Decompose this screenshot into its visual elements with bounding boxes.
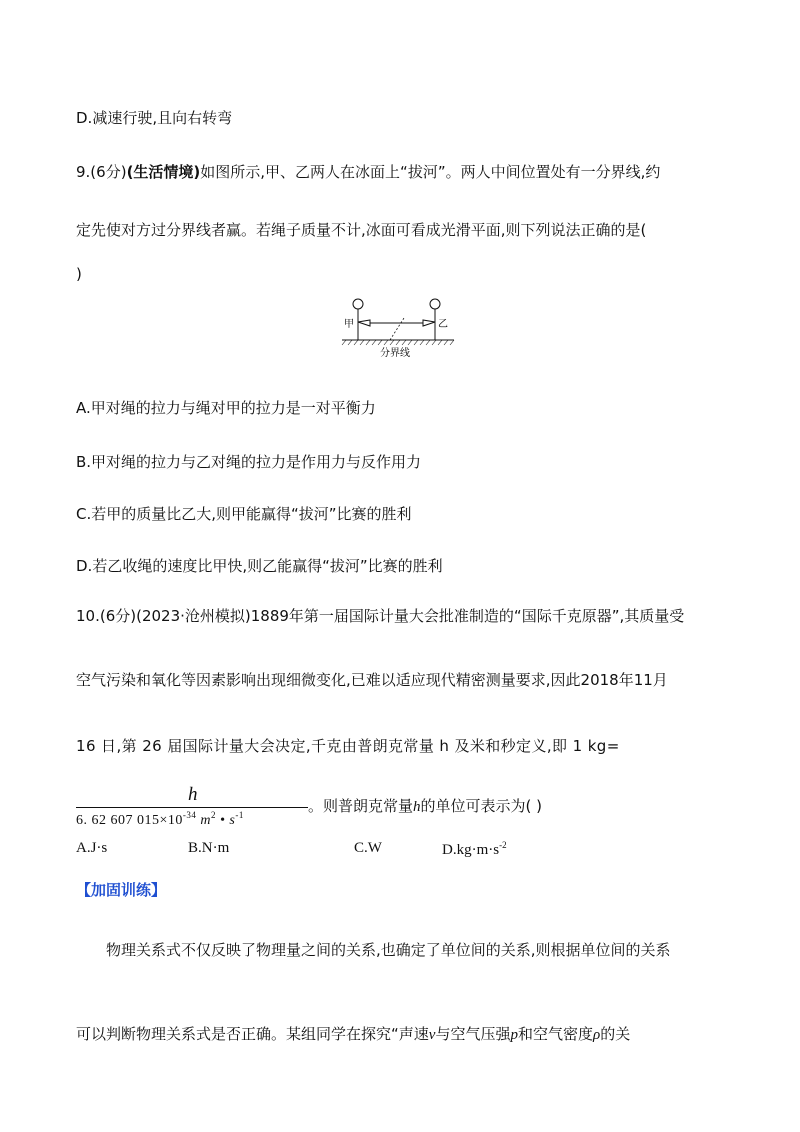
q9-stem-line-1 bbox=[76, 162, 660, 182]
q9-option-a: A.甲对绳的拉力与绳对甲的拉力是一对平衡力 bbox=[76, 399, 376, 417]
q9-option-d: D.若乙收绳的速度比甲快,则乙能赢得“拔河”比赛的胜利 bbox=[76, 557, 443, 575]
q9-option-c: C.若甲的质量比乙大,则甲能赢得“拔河”比赛的胜利 bbox=[76, 505, 412, 523]
q10-choice-c: C.W bbox=[354, 840, 382, 856]
q9-stem-line-2: 定先使对方过分界线者赢。若绳子质量不计,冰面可看成光滑平面,则下列说法正确的是( bbox=[76, 221, 647, 239]
q8-option-d: D.减速行驶,且向右转弯 bbox=[76, 109, 233, 127]
q9-stem-line-3: ) bbox=[76, 265, 82, 283]
yi-head bbox=[430, 299, 440, 309]
fraction-denominator: 6. 62 607 $015\times 10^{-34}$ $m^2$ • $s^{-1}$ bbox=[76, 810, 244, 828]
boundary-line bbox=[390, 318, 404, 340]
reinforce-line-2: 可以判断物理关系式是否正确。某组同学在探究“声速v与空气压强p和空气密度ρ的关 bbox=[76, 1025, 631, 1043]
q10-stem-line-1: 10.(6分)(2023·沧州模拟)1889年第一届国际计量大会批准制造的“国际千克原器”,其质量受 bbox=[76, 607, 685, 625]
q10-after-fraction: 。则普朗克常量h的单位可表示为( ) bbox=[308, 797, 542, 815]
q9-option-b: B.甲对绳的拉力与乙对绳的拉力是作用力与反作用力 bbox=[76, 453, 422, 471]
fraction-numerator: h bbox=[188, 784, 198, 805]
q9-text-1: 如图所示,甲、乙两人在冰面上“拔河”。两人中间位置处有一分界线,约 bbox=[200, 163, 661, 181]
fraction-bar bbox=[76, 807, 308, 808]
jia-label: 甲 bbox=[344, 319, 354, 330]
q10-choice-b: B.N·m bbox=[188, 840, 230, 856]
jia-head bbox=[353, 299, 363, 309]
reinforce-line-1: 物理关系式不仅反映了物理量之间的关系,也确定了单位间的关系,则根据单位间的关系 bbox=[106, 941, 671, 959]
q9-context-tag: (生活情境) bbox=[126, 163, 201, 181]
kg-definition-fraction bbox=[76, 786, 308, 826]
yi-label: 乙 bbox=[438, 319, 448, 330]
boundary-label: 分界线 bbox=[380, 348, 410, 359]
tug-of-war-figure bbox=[338, 296, 458, 360]
q9-number: 9.(6分) bbox=[76, 163, 127, 181]
q10-stem-line-3: 16 日,第 26 届国际计量大会决定,千克由普朗克常量 h 及米和秒定义,即 1 kg= bbox=[76, 737, 620, 755]
q10-choice-d: $D.kg\cdot m\cdot s^{-2}$ bbox=[442, 840, 507, 858]
reinforce-heading: 【加固训练】 bbox=[76, 881, 167, 899]
q10-choice-a: A.J·s bbox=[76, 840, 108, 856]
q10-stem-line-2: 空气污染和氧化等因素影响出现细微变化,已难以适应现代精密测量要求,因此2018年11月 bbox=[76, 671, 668, 689]
